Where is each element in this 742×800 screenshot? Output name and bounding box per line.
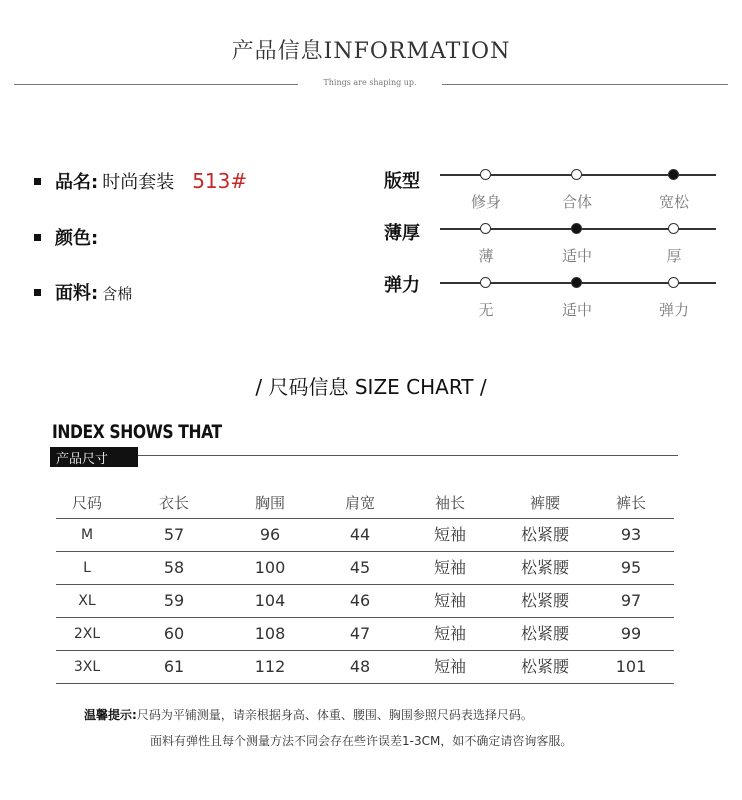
table-cell: 95 <box>620 558 642 577</box>
product-name-row <box>34 168 247 194</box>
index-title: INDEX SHOWS THAT <box>52 421 222 443</box>
scale-fit-dot-1 <box>480 169 491 180</box>
size-chart-heading: / 尺码信息 SIZE CHART / <box>255 375 487 399</box>
table-cell: 60 <box>163 624 185 643</box>
scale-stretch-option-1: 无 <box>478 301 494 319</box>
tips-text-2: 面料有弹性且每个测量方法不同会存在些许误差1-3CM，如不确定请咨询客服。 <box>150 734 573 748</box>
table-cell: 3XL <box>73 659 101 675</box>
scale-stretch-dot-2 <box>571 277 582 288</box>
column-header: 肩宽 <box>344 494 375 512</box>
table-cell: 松紧腰 <box>520 657 569 676</box>
product-fabric-row <box>34 279 132 305</box>
bullet-icon <box>34 178 41 185</box>
table-cell: 46 <box>349 591 371 610</box>
table-cell: 57 <box>163 525 185 544</box>
column-header: 衣长 <box>158 494 189 512</box>
table-header-row <box>56 488 674 519</box>
column-header: 裤长 <box>615 494 646 512</box>
scale-thickness-option-3: 厚 <box>666 247 682 265</box>
table-row <box>56 651 674 684</box>
scale-fit-dot-2 <box>571 169 582 180</box>
scale-stretch-option-3: 弹力 <box>658 301 689 319</box>
table-cell: 112 <box>254 657 286 676</box>
table-cell: 59 <box>163 591 185 610</box>
scale-fit-option-3: 宽松 <box>658 193 689 211</box>
table-cell: 松紧腰 <box>520 558 569 577</box>
table-cell: 100 <box>254 558 286 577</box>
index-divider <box>138 455 678 456</box>
table-cell: 97 <box>620 591 642 610</box>
header-subtitle: Things are shaping up. <box>323 78 417 87</box>
table-cell: 短袖 <box>433 624 466 643</box>
table-row <box>56 585 674 618</box>
table-cell: 61 <box>163 657 185 676</box>
table-cell: 44 <box>349 525 371 544</box>
table-cell: 48 <box>349 657 371 676</box>
scale-thickness-dot-1 <box>480 223 491 234</box>
table-cell: 104 <box>254 591 286 610</box>
table-cell: 108 <box>254 624 286 643</box>
table-cell: L <box>83 560 91 576</box>
index-subtitle: 产品尺寸 <box>56 452 109 467</box>
table-cell: 96 <box>259 525 281 544</box>
scale-thickness-dot-3 <box>668 223 679 234</box>
column-header: 胸围 <box>254 494 285 512</box>
table-cell: 短袖 <box>433 558 466 577</box>
product-color-row <box>34 224 102 250</box>
scale-thickness-option-2: 适中 <box>561 247 592 265</box>
scale-stretch-option-2: 适中 <box>561 301 592 319</box>
table-cell: 松紧腰 <box>520 525 569 544</box>
column-header: 袖长 <box>434 494 465 512</box>
header-divider-left <box>14 84 298 85</box>
column-header: 尺码 <box>71 494 102 512</box>
size-table <box>56 488 674 684</box>
product-fabric-label: 面料: <box>55 283 99 304</box>
table-cell: 短袖 <box>433 657 466 676</box>
table-cell: XL <box>78 593 96 609</box>
scale-thickness-option-1: 薄 <box>478 247 494 265</box>
table-cell: 101 <box>615 657 647 676</box>
table-cell: 松紧腰 <box>520 591 569 610</box>
table-row <box>56 618 674 651</box>
bullet-icon <box>34 289 41 296</box>
scale-fit-option-1: 修身 <box>470 193 501 211</box>
product-color-label: 颜色: <box>55 228 99 249</box>
scale-thickness-dot-2 <box>571 223 582 234</box>
table-cell: 93 <box>620 525 642 544</box>
scale-thickness-label: 薄厚 <box>384 223 420 244</box>
product-name-value: 时尚套装 <box>102 172 175 193</box>
table-cell: 短袖 <box>433 525 466 544</box>
page-title: 产品信息INFORMATION <box>231 39 511 64</box>
scale-stretch-label: 弹力 <box>384 275 420 296</box>
scale-fit-option-2: 合体 <box>561 193 592 211</box>
scale-stretch-dot-3 <box>668 277 679 288</box>
product-code: 513# <box>192 169 248 193</box>
table-cell: 松紧腰 <box>520 624 569 643</box>
table-row <box>56 519 674 552</box>
scale-fit-label: 版型 <box>384 171 420 192</box>
table-cell: 99 <box>620 624 642 643</box>
scale-stretch-dot-1 <box>480 277 491 288</box>
column-header: 裤腰 <box>529 494 560 512</box>
table-cell: 45 <box>349 558 371 577</box>
product-name-label: 品名: <box>55 172 99 193</box>
table-row <box>56 552 674 585</box>
header-divider-right <box>442 84 728 85</box>
table-cell: 2XL <box>73 626 101 642</box>
product-fabric-value: 含棉 <box>102 285 133 303</box>
tips-label: 温馨提示: <box>84 708 137 722</box>
table-cell: 58 <box>163 558 185 577</box>
bullet-icon <box>34 234 41 241</box>
tips-line-1 <box>84 706 533 723</box>
table-cell: M <box>80 527 94 543</box>
table-cell: 短袖 <box>433 591 466 610</box>
tips-text-1: 尺码为平铺测量，请亲根据身高、体重、腰围、胸围参照尺码表选择尺码。 <box>136 708 533 722</box>
scale-fit-dot-3 <box>668 169 679 180</box>
table-cell: 47 <box>349 624 371 643</box>
